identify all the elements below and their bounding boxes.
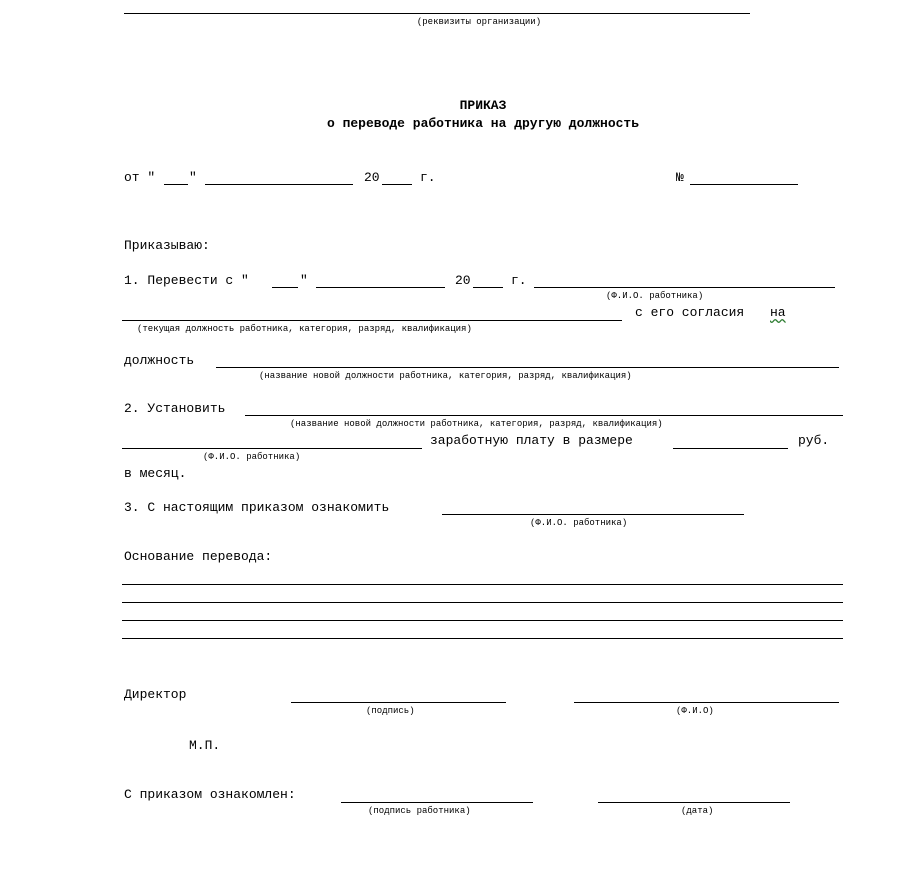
item1-month-field[interactable]	[316, 287, 445, 288]
acquainted-label: С приказом ознакомлен:	[124, 787, 296, 802]
item1-fio-caption: (Ф.И.О. работника)	[606, 291, 704, 301]
transfer-basis-line[interactable]	[122, 620, 843, 621]
item1-year-field[interactable]	[473, 287, 503, 288]
item3-employee-fio-field[interactable]	[442, 514, 744, 515]
item2-text: 2. Установить	[124, 401, 226, 416]
item1-new-position-caption: (название новой должности работника, категория, разряд, квалификация)	[259, 371, 632, 381]
director-signature-caption: (подпись)	[366, 706, 415, 716]
item1-current-position-field[interactable]	[122, 320, 622, 321]
transfer-basis-line[interactable]	[122, 638, 843, 639]
transfer-basis-label: Основание перевода:	[124, 549, 273, 564]
employee-signature-caption: (подпись работника)	[368, 806, 471, 816]
item2-salary-amount-field[interactable]	[673, 448, 788, 449]
document-title: ПРИКАЗ	[459, 98, 507, 113]
item2-fio-caption: (Ф.И.О. работника)	[203, 452, 301, 462]
date-year-field[interactable]	[382, 184, 412, 185]
item3-text: 3. С настоящим приказом ознакомить	[124, 500, 390, 515]
item3-fio-caption: (Ф.И.О. работника)	[530, 518, 628, 528]
order-number-field[interactable]	[690, 184, 798, 185]
date-year-suffix: г.	[420, 170, 436, 185]
director-fio-caption: (Ф.И.О)	[676, 706, 714, 716]
item2-salary-text: заработную плату в размере	[430, 433, 633, 448]
employee-signature-field[interactable]	[341, 802, 533, 803]
acquainted-date-caption: (дата)	[681, 806, 714, 816]
item1-year-suffix: г.	[511, 273, 527, 288]
item1-day-field[interactable]	[272, 287, 298, 288]
item1-employee-fio-field[interactable]	[534, 287, 835, 288]
order-number-sign: №	[676, 170, 684, 185]
date-year-prefix: 20	[364, 170, 380, 185]
item2-new-position-caption: (название новой должности работника, категория, разряд, квалификация)	[290, 419, 663, 429]
organization-details-line[interactable]	[124, 13, 750, 14]
director-fio-field[interactable]	[574, 702, 839, 703]
stamp-label: М.П.	[189, 738, 221, 753]
item1-year-prefix: 20	[455, 273, 471, 288]
item2-new-position-field[interactable]	[245, 415, 843, 416]
item1-consent-text: с его согласия	[635, 305, 745, 320]
item1-current-position-caption: (текущая должность работника, категория, разряд, квалификация)	[137, 324, 472, 334]
item1-position-label: должность	[124, 353, 195, 368]
item1-consent-na: на	[770, 305, 786, 320]
item2-employee-fio-field[interactable]	[122, 448, 422, 449]
item1-day-close-quote: "	[300, 273, 308, 288]
date-month-field[interactable]	[205, 184, 353, 185]
date-from-label: от "	[124, 170, 156, 185]
item1-text: 1. Перевести с "	[124, 273, 249, 288]
item1-new-position-field[interactable]	[216, 367, 839, 368]
item2-per-month: в месяц.	[124, 466, 187, 481]
acquainted-date-field[interactable]	[598, 802, 790, 803]
director-signature-field[interactable]	[291, 702, 506, 703]
transfer-basis-line[interactable]	[122, 584, 843, 585]
orders-label: Приказываю:	[124, 238, 210, 253]
organization-details-caption: (реквизиты организации)	[416, 17, 542, 27]
date-day-field[interactable]	[164, 184, 188, 185]
document-subtitle: о переводе работника на другую должность	[326, 116, 640, 131]
item2-currency: руб.	[798, 433, 830, 448]
date-day-close-quote: "	[189, 170, 197, 185]
director-label: Директор	[124, 687, 187, 702]
transfer-basis-line[interactable]	[122, 602, 843, 603]
